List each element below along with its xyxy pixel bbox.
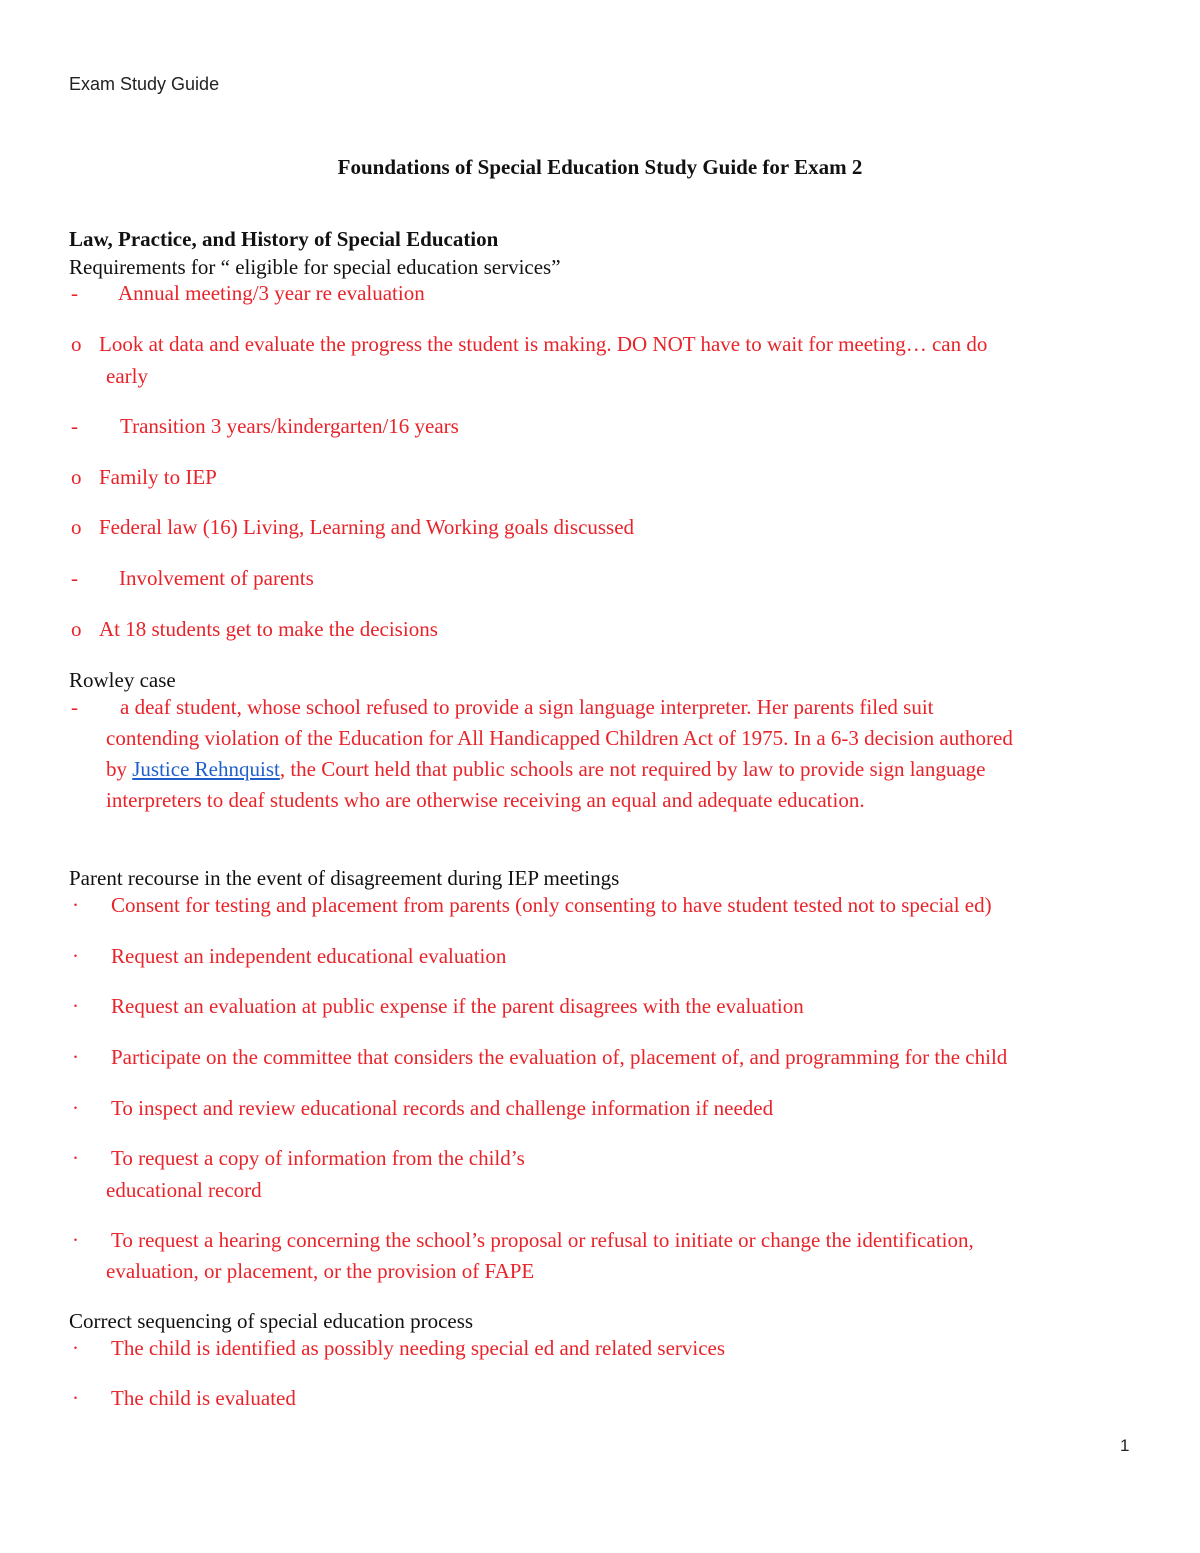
rowley-text-line-3 <box>106 757 986 782</box>
list-item-text: To request a copy of information from the child’s <box>111 1146 525 1170</box>
rowley-text-line-1: a deaf student, whose school refused to provide a sign language interpreter. Her parents filed suit <box>120 695 934 719</box>
bullet-marker: · <box>72 1228 79 1252</box>
circle-marker: o <box>71 332 82 356</box>
circle-marker: o <box>71 617 82 641</box>
list-item-text: To request a hearing concerning the school’s proposal or refusal to initiate or change the identification, <box>111 1228 974 1252</box>
rowley-label: Rowley case <box>69 668 176 692</box>
bullet-marker: · <box>72 1045 79 1069</box>
dash-marker: - <box>71 281 78 305</box>
dash-marker: - <box>71 566 78 590</box>
rowley-text-line-4: interpreters to deaf students who are otherwise receiving an equal and adequate education. <box>106 788 865 812</box>
sequencing-label: Correct sequencing of special education process <box>69 1309 474 1333</box>
list-item-text-continued: educational record <box>106 1178 262 1202</box>
list-item-text: Request an independent educational evaluation <box>111 944 507 968</box>
dash-marker: - <box>71 414 78 438</box>
list-item-text: To inspect and review educational records and challenge information if needed <box>111 1096 774 1120</box>
document-title: Foundations of Special Education Study Guide for Exam 2 <box>337 155 863 179</box>
bullet-marker: · <box>72 944 79 968</box>
bullet-marker: · <box>72 994 79 1018</box>
circle-marker: o <box>71 515 82 539</box>
requirements-label: Requirements for “ eligible for special education services” <box>69 255 561 279</box>
list-item-text: Involvement of parents <box>119 566 314 590</box>
list-item-text: Request an evaluation at public expense if the parent disagrees with the evaluation <box>111 994 804 1018</box>
section-heading: Law, Practice, and History of Special Education <box>69 227 499 251</box>
list-item-text: Annual meeting/3 year re evaluation <box>118 281 425 305</box>
bullet-marker: · <box>72 1336 79 1360</box>
list-item-text: Federal law (16) Living, Learning and Working goals discussed <box>99 515 635 539</box>
dash-marker: - <box>71 695 78 719</box>
list-item-text: The child is evaluated <box>111 1386 296 1410</box>
list-item-text-continued: evaluation, or placement, or the provision of FAPE <box>106 1259 535 1283</box>
rowley-text-line-2: contending violation of the Education for All Handicapped Children Act of 1975. In a 6-3 decision authored <box>106 726 1013 750</box>
rowley-line-3-prefix: by <box>106 757 133 781</box>
bullet-marker: · <box>72 893 79 917</box>
bullet-marker: · <box>72 1096 79 1120</box>
justice-rehnquist-link[interactable]: Justice Rehnquist <box>132 757 280 781</box>
recourse-label: Parent recourse in the event of disagreement during IEP meetings <box>69 866 620 890</box>
list-item-text-continued: early <box>106 364 148 388</box>
bullet-marker: · <box>72 1386 79 1410</box>
list-item-text: Participate on the committee that considers the evaluation of, placement of, and programming for the child <box>111 1045 1008 1069</box>
list-item-text: Family to IEP <box>99 465 217 489</box>
bullet-marker: · <box>72 1146 79 1170</box>
list-item-text: Look at data and evaluate the progress the student is making. DO NOT have to wait for meeting… can do <box>99 332 988 356</box>
circle-marker: o <box>71 465 82 489</box>
list-item-text: The child is identified as possibly needing special ed and related services <box>111 1336 726 1360</box>
list-item-text: Consent for testing and placement from parents (only consenting to have student tested not to special ed) <box>111 893 992 917</box>
running-header: Exam Study Guide <box>69 74 220 94</box>
page-number: 1 <box>1120 1436 1130 1455</box>
rowley-line-3-suffix: , the Court held that public schools are not required by law to provide sign language <box>279 757 986 781</box>
list-item-text: At 18 students get to make the decisions <box>99 617 438 641</box>
list-item-text: Transition 3 years/kindergarten/16 years <box>120 414 459 438</box>
